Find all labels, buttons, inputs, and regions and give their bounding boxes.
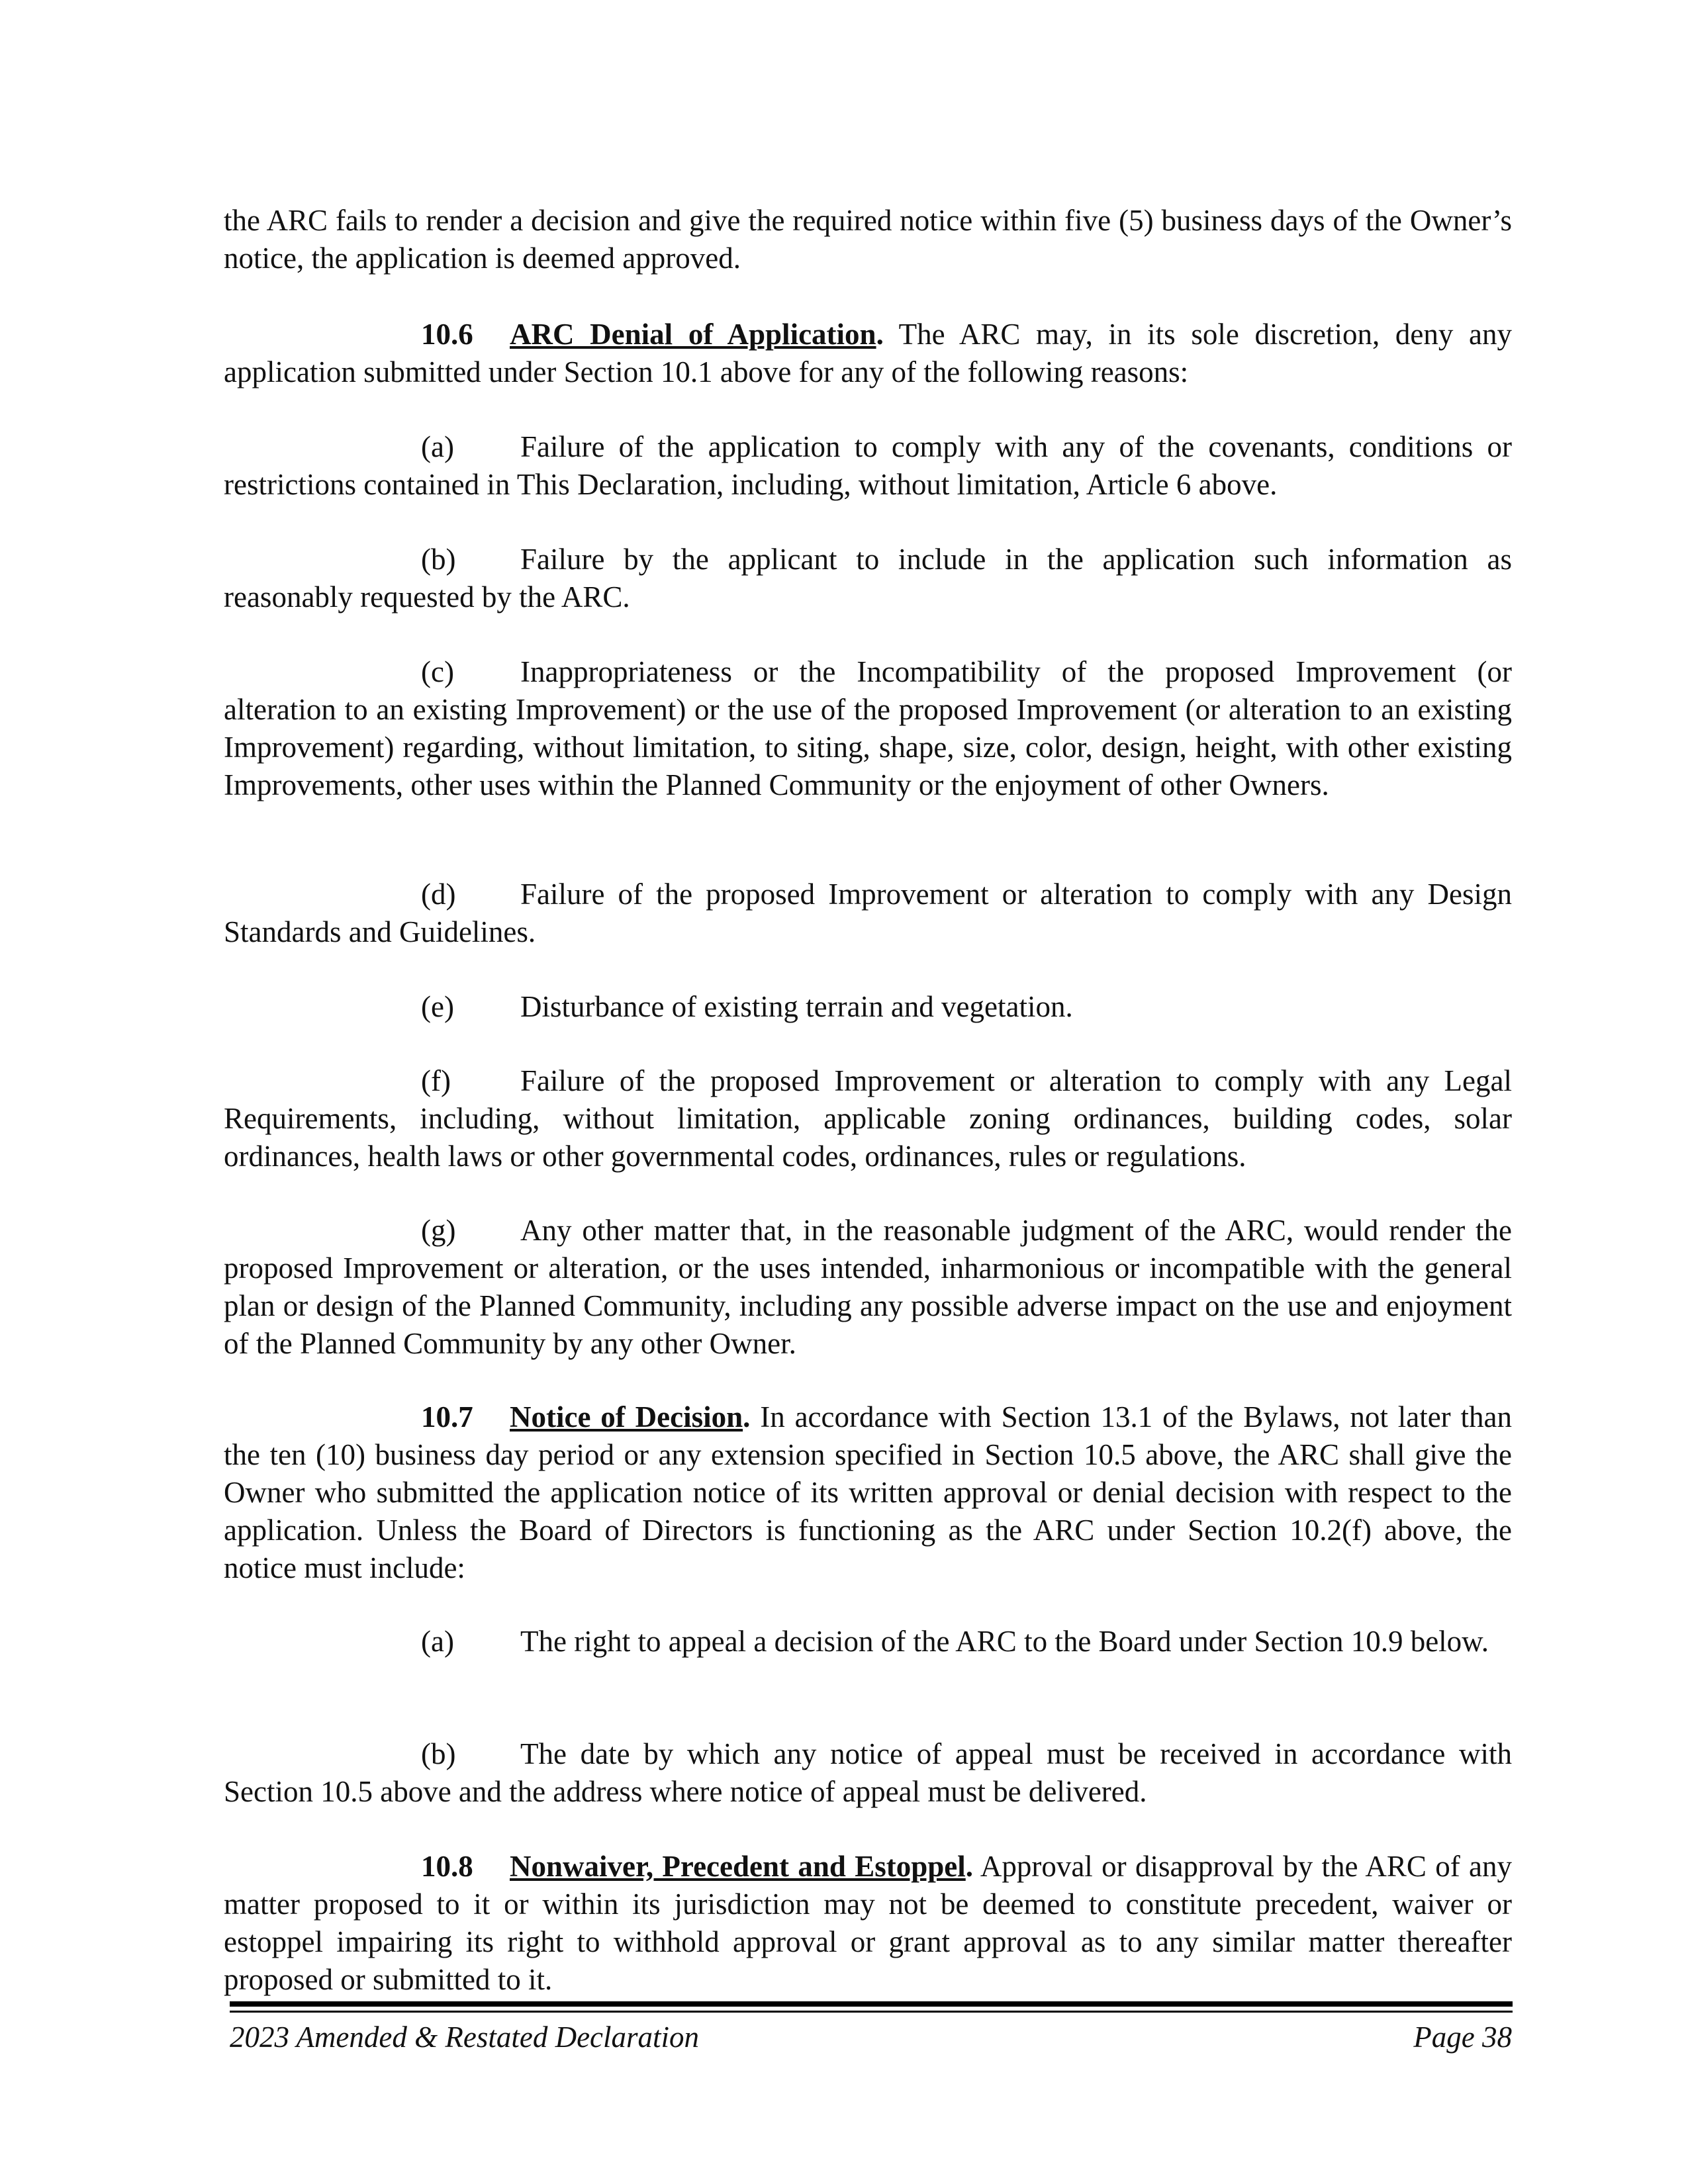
item-text: The right to appeal a decision of the ARC to the Board under Section 10.9 below. xyxy=(520,1625,1489,1658)
section-number: 10.8 xyxy=(421,1850,473,1883)
section-text: Approval or disapproval by the ARC of any matter proposed to it or within its jurisdiction may not be deemed to constitute precedent, waiver or estoppel impairing its right to withhold approval or grant approval as to any similar matter thereafter proposed or submitted to it. xyxy=(224,1850,1513,1996)
footer-page-number: Page 38 xyxy=(1413,2021,1512,2054)
item-label: (b) xyxy=(421,543,456,576)
section-number: 10.7 xyxy=(421,1400,473,1433)
footer-document-title: 2023 Amended & Restated Declaration xyxy=(230,2021,700,2054)
footer-rule-thick xyxy=(230,2001,1513,2007)
section-title: Nonwaiver, Precedent and Estoppel xyxy=(510,1850,966,1883)
item-10-6-g xyxy=(224,1212,1512,1363)
item-10-7-b xyxy=(224,1735,1512,1811)
item-label: (c) xyxy=(421,655,454,688)
section-10-7: 10.7 Notice of Decision. In accordance with Section 13.1 of the Bylaws, not later than the ten (10) business day period or any extension specified in Section 10.5 above, the ARC shall give the Owner who submitted the application notice of its written approval or denial decision with respect to the application. Unless the Board of Directors is functioning as the ARC under Section 10.2(f) above, the notice must include: xyxy=(224,1398,1512,1587)
item-10-6-c xyxy=(224,653,1512,804)
item-label: (d) xyxy=(421,878,456,911)
item-text: Failure of the proposed Improvement or alteration to comply with any Design Standards and Guidelines. xyxy=(224,878,1512,948)
section-text: The ARC may, in its sole discretion, deny any application submitted under Section 10.1 above for any of the following reasons: xyxy=(224,318,1512,388)
item-label: (b) xyxy=(421,1737,456,1770)
item-10-6-a xyxy=(224,428,1512,504)
section-number: 10.6 xyxy=(421,318,473,351)
section-title: Notice of Decision xyxy=(510,1400,743,1433)
item-text: Disturbance of existing terrain and vegetation. xyxy=(520,990,1073,1023)
item-10-6-b xyxy=(224,541,1512,616)
section-text: In accordance with Section 13.1 of the Bylaws, not later than the ten (10) business day period or any extension specified in Section 10.5 above, the ARC shall give the Owner who submitted the application notice of its written approval or denial decision with respect to the application. Unless the Board of Directors is functioning as the ARC under Section 10.2(f) above, the notice must include: xyxy=(224,1400,1512,1584)
item-10-7-a xyxy=(224,1623,1512,1661)
item-text: Any other matter that, in the reasonable judgment of the ARC, would render the proposed Improvement or alteration, or the uses intended, inharmonious or incompatible with the general plan or design of the Planned Community, including any possible adverse impact on the use and enjoyment of the Planned Community by any other Owner. xyxy=(224,1214,1512,1360)
item-10-6-d xyxy=(224,876,1512,951)
section-10-8: 10.8 Nonwaiver, Precedent and Estoppel. Approval or disapproval by the ARC of any matter proposed to it or within its jurisdiction may not be deemed to constitute precedent, waiver or estoppel impairing its right to withhold approval or grant approval as to any similar matter thereafter proposed or submitted to it. xyxy=(224,1848,1512,1999)
item-text: The date by which any notice of appeal must be received in accordance with Section 10.5 above and the address where notice of appeal must be delivered. xyxy=(224,1737,1512,1808)
section-title: ARC Denial of Application xyxy=(510,318,876,351)
item-label: (a) xyxy=(421,1625,454,1658)
item-label: (a) xyxy=(421,430,454,463)
item-10-6-f xyxy=(224,1062,1512,1175)
footer-rule-thin xyxy=(230,2011,1513,2013)
item-text: Failure of the proposed Improvement or alteration to comply with any Legal Requirements, including, without limitation, applicable zoning ordinances, building codes, solar ordinances, health laws or other governmental codes, ordinances, rules or regulations. xyxy=(224,1064,1512,1173)
item-text: Failure of the application to comply with any of the covenants, conditions or restrictions contained in This Declaration, including, without limitation, Article 6 above. xyxy=(224,430,1512,501)
item-label: (f) xyxy=(421,1064,451,1097)
item-10-6-e xyxy=(224,988,1512,1026)
item-text: Failure by the applicant to include in the application such information as reasonably requested by the ARC. xyxy=(224,543,1512,614)
item-label: (e) xyxy=(421,990,454,1023)
continuation-paragraph: the ARC fails to render a decision and give the required notice within five (5) business days of the Owner’s notice, the application is deemed approved. xyxy=(224,204,1512,275)
item-text: Inappropriateness or the Incompatibility of the proposed Improvement (or alteration to an existing Improvement) or the use of the proposed Improvement (or alteration to an existing Improvement) regarding, without limitation, to siting, shape, size, color, design, height, with other existing Improvements, other uses within the Planned Community or the enjoyment of other Owners. xyxy=(224,655,1512,801)
item-label: (g) xyxy=(421,1214,456,1247)
section-10-6: 10.6 ARC Denial of Application. The ARC may, in its sole discretion, deny any application submitted under Section 10.1 above for any of the following reasons: xyxy=(224,316,1512,391)
